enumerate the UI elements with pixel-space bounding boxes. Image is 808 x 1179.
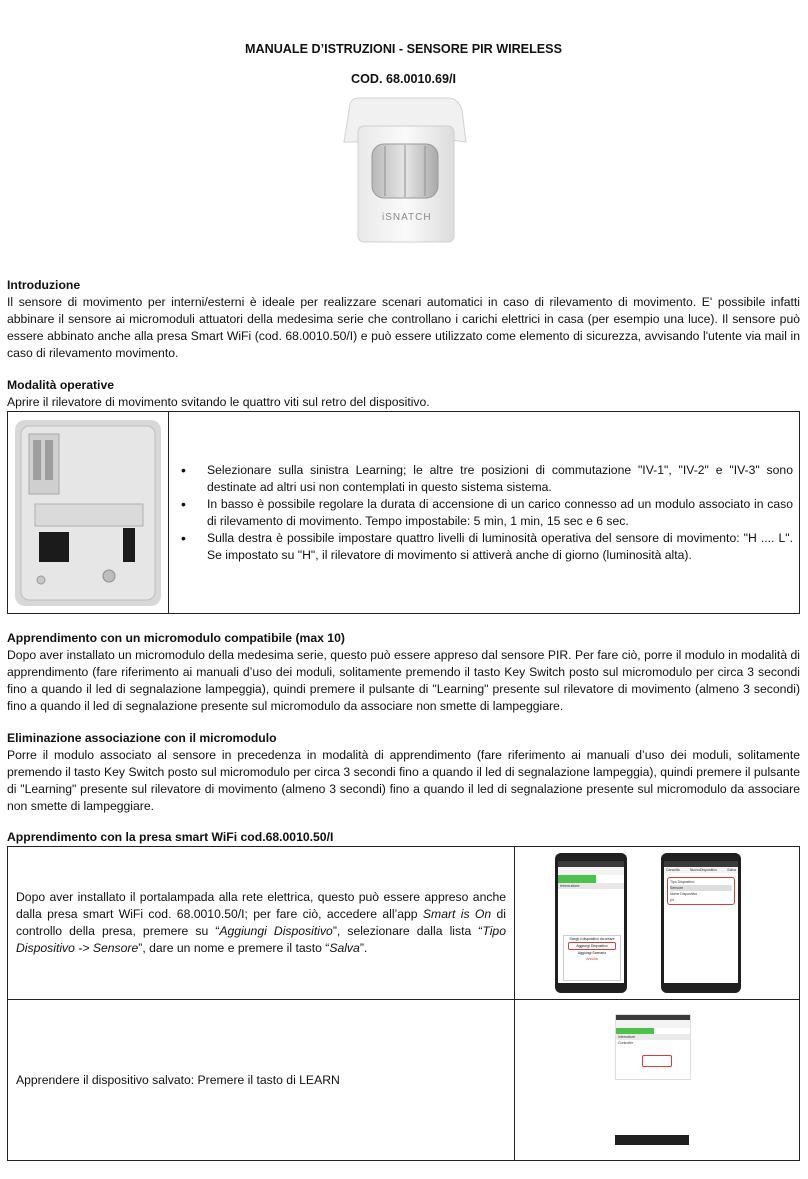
- phone1-popup-title: Scegli il dispositivo da creare: [569, 937, 615, 941]
- phone1-popup-cancel: Annulla: [586, 957, 598, 961]
- bullet-item: • Selezionare sulla sinistra Learning; le altre tre posizioni di commutazione "IV-1", "IV-2" e "IV-3" sono destinate ad altri usi non contemplati in questo sistema sistema.: [207, 462, 799, 496]
- wifi-row2-image-cell: [515, 1000, 800, 1161]
- modes-bullets: [169, 462, 799, 564]
- phone2-type-value: Sensore: [670, 885, 732, 891]
- device-open-image: [15, 420, 161, 606]
- modes-heading: Modalità operative: [7, 378, 115, 392]
- wifi-row1-text: Dopo aver installato il portalampada alla rete elettrica, questo può essere appreso anche dalla presa smart WiFi cod. 68.0010.50/I; per fare ciò, accedere all’app Smart is On di controllo della presa, premere su “Aggiungi Dispositivo”, selezionare dalla lista “Tipo Dispositivo -> Sensore”, dare un nome e premere il tasto “Salva”.: [16, 890, 506, 955]
- pir-sensor-image: [340, 96, 468, 244]
- document-title: MANUALE D’ISTRUZIONI - SENSORE PIR WIRELESS: [245, 42, 562, 56]
- phone2-name-label: Nome Dispositivo: [670, 892, 698, 896]
- phone3-navbar: [615, 1135, 689, 1145]
- wifi-row1-text-cell: [8, 847, 515, 1000]
- intro-section: [7, 277, 800, 362]
- bullet-item: • In basso è possibile regolare la durata di accensione di un carico connesso ad un modulo associato in caso di rilevamento di movimento. Tempo impostabile: 5 min, 1 min, 15 sec e 6 sec.: [207, 496, 799, 530]
- wifi-heading: Apprendimento con la presa smart WiFi cod.68.0010.50/I: [7, 830, 334, 844]
- modes-text: Aprire il rilevatore di movimento svitando le quattro viti sul retro del dispositivo.: [7, 395, 430, 409]
- phone-screenshot-2: [661, 853, 741, 993]
- learning-heading: Apprendimento con un micromodulo compatibile (max 10): [7, 631, 345, 645]
- modes-bullets-cell: [169, 412, 800, 614]
- wifi-row2-text: Apprendere il dispositivo salvato: Premere il tasto di LEARN: [16, 1072, 340, 1087]
- wifi-row1-image-cell: [515, 847, 800, 1000]
- removal-heading: Eliminazione associazione con il micromodulo: [7, 731, 277, 745]
- phone-screenshot-1: [555, 853, 627, 993]
- phone3-row1: Interruttore: [616, 1034, 690, 1040]
- phone2-cancel: Cancella: [666, 868, 680, 872]
- document-code: COD. 68.0010.69/I: [350, 72, 456, 86]
- device-open-image-cell: [8, 412, 169, 614]
- learning-section: [7, 630, 800, 715]
- phone-screenshot-3: [615, 1014, 691, 1080]
- phone1-popup-scenario: Aggiungi Scenario: [577, 951, 607, 955]
- phone3-row2: Controller: [618, 1041, 634, 1045]
- phone2-name-value: pir: [670, 898, 674, 902]
- phone2-save: Salva: [727, 868, 736, 872]
- brand-logo: iSNATCH: [382, 212, 432, 223]
- removal-section: [7, 730, 800, 815]
- wifi-table: [7, 846, 800, 1161]
- phone2-header: NuovoDispositivo: [689, 868, 717, 872]
- intro-text: Il sensore di movimento per interni/esterni è ideale per realizzare scenari automatici in caso di rilevamento di movimento. E' possibile infatti abbinare il sensore ai micromoduli attuatori della medesima serie che controllano i carichi elettrici in casa (per esempio una luce). Il sensore può essere abbinato anche alla presa Smart WiFi (cod. 68.0010.50/I) e può essere utilizzato come elemento di sicurezza, avvisando l'utente via mail in caso di rilevamento movimento.: [7, 295, 800, 360]
- phone1-tab: Interruttore: [558, 883, 624, 889]
- bullet-item: • Sulla destra è possibile impostare quattro livelli di luminosità operativa del sensore di movimento: "H .... L". Se impostato su "H", il rilevatore di movimento si attiverà anche di giorno (luminosità alta).: [207, 530, 799, 564]
- intro-heading: Introduzione: [7, 278, 81, 292]
- modes-section: [7, 377, 800, 614]
- phone1-popup-add: Aggiungi Dispositivo: [568, 942, 616, 950]
- removal-text: Porre il modulo associato al sensore in precedenza in modalità di apprendimento (fare riferimento ai manuali d’uso dei moduli, solitamente premendo il tasto Key Switch posto sul micromodulo per circa 3 secondi fino a quando il led di segnalazione lampeggia), quindi premere il pulsante di "Learning" presente sul rilevatore di movimento (almeno 3 secondi) fino a quando il led di segnalazione presente sul micromodulo da associare non smette di lampeggiare.: [7, 748, 800, 813]
- wifi-section: [7, 829, 800, 1161]
- modes-table: [7, 411, 800, 614]
- wifi-row2-text-cell: [8, 1000, 515, 1161]
- learning-text: Dopo aver installato un micromodulo della medesima serie, questo può essere appreso dal sensore PIR. Per fare ciò, porre il modulo in modalità di apprendimento (fare riferimento ai manuali d’uso dei moduli, solitamente premendo il tasto Key Switch posto sul micromodulo per circa 3 secondi fino a quando il led di segnalazione lampeggia), quindi premere il pulsante di "Learning" presente sul rilevatore di movimento (almeno 3 secondi) fino a quando il led di segnalazione presente sul micromodulo da associare non smette di lampeggiare.: [7, 648, 800, 713]
- phone2-type-label: Tipo Dispositivo: [670, 880, 695, 884]
